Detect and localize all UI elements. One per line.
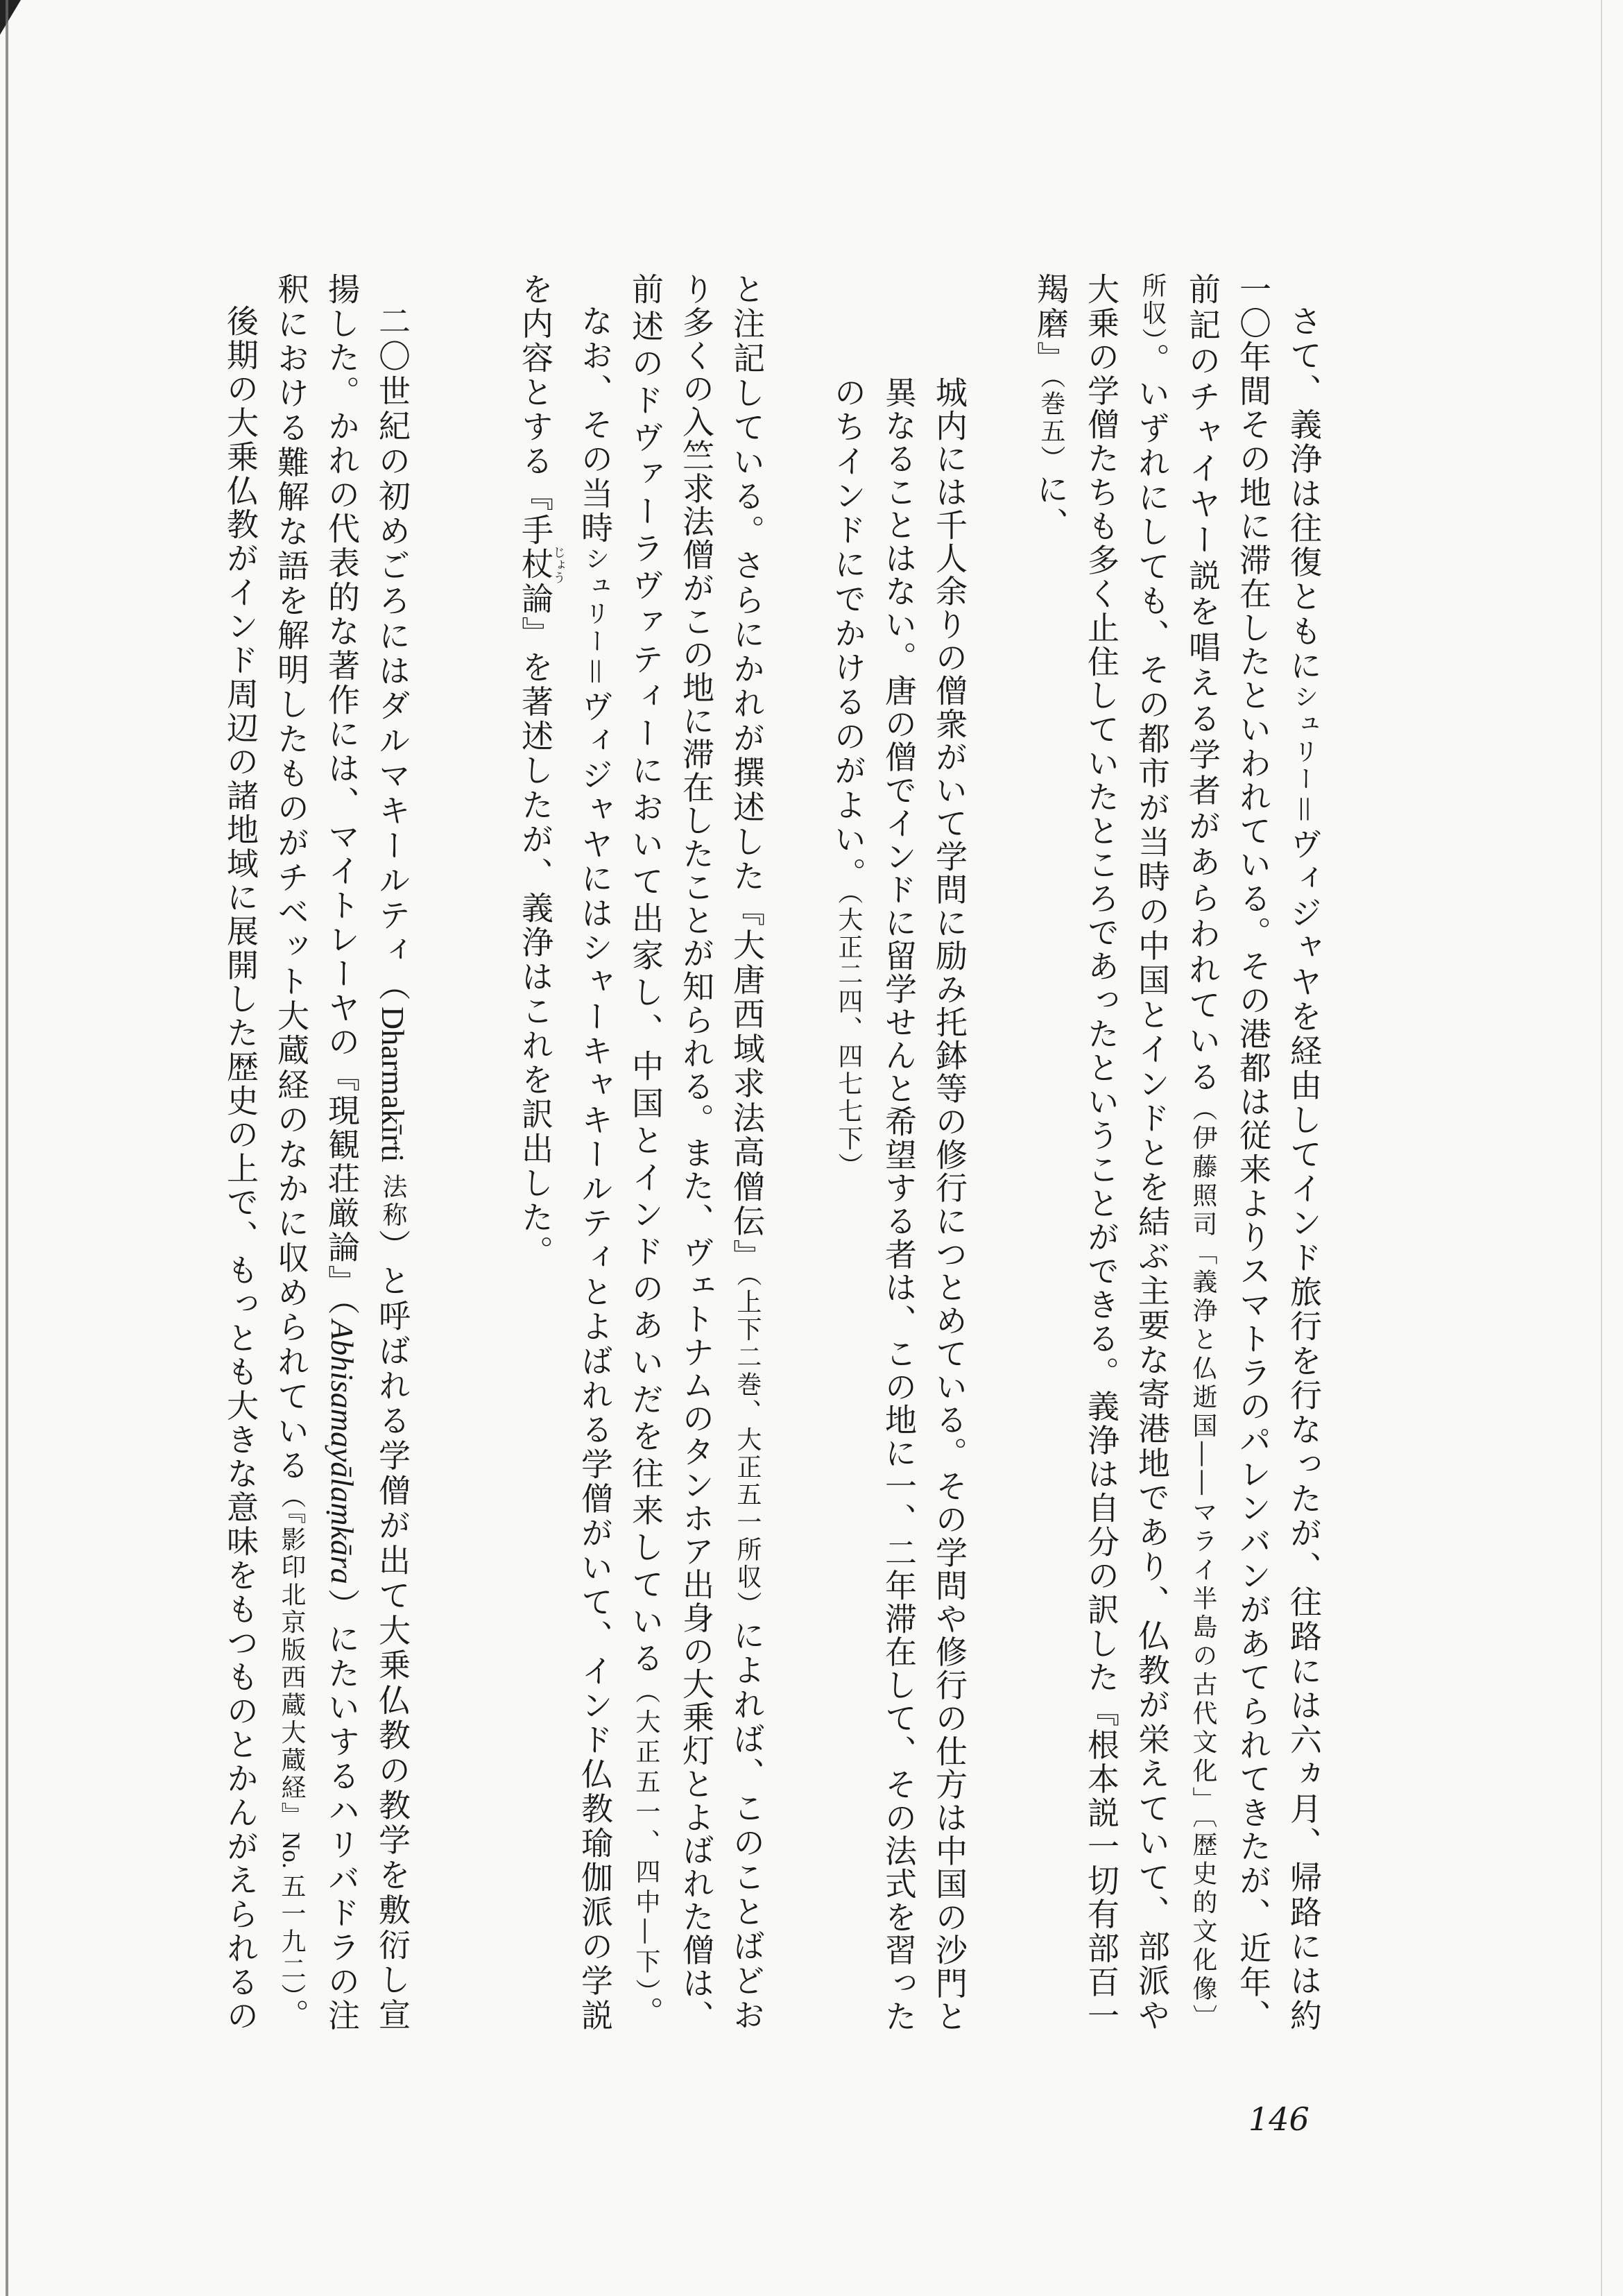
- text-run: ＝ヴィジャヤを経由してインド旅行を行なったが、往路には六ヵ月、帰路には約: [1285, 793, 1323, 2033]
- column-text: [880, 376, 918, 2033]
- text-column-2: [1233, 273, 1274, 2033]
- scan-corner-mark: [0, 0, 21, 35]
- text-run: 論』を著述したが、義浄はこれを訳出した。: [517, 581, 554, 1270]
- citation-text: （上下二巻、大正五一所収）: [733, 1274, 762, 1619]
- text-column-10: [726, 273, 768, 2033]
- text-run: 釈における難解な語を解明したものがチベット大蔵経のなかに収められている: [273, 273, 310, 1484]
- column-text: [678, 273, 715, 2033]
- quote-text-run: 城内には千人余りの僧衆がいて学問に励み托鉢等の修行につとめている。その学問や修行の仕方は中国の沙門と: [931, 376, 968, 2034]
- text-run: り多くの入竺求法僧がこの地に滞在したことが知られる。また、ヴェトナムのタンホア出身の大乗灯とよばれた僧は、: [678, 273, 715, 2033]
- citation-text: 五一九二）: [277, 1873, 306, 1999]
- text-run: によれば、このことばどお: [728, 1618, 766, 2034]
- text-column-5: [1081, 273, 1122, 2033]
- text-run: さて、義浄は往復ともに: [1285, 305, 1323, 684]
- gloss-text: 法称: [379, 1173, 407, 1230]
- column-text: [728, 273, 766, 2033]
- column-text: [1083, 273, 1120, 2033]
- binding-edge-line: [6, 0, 8, 2296]
- text-run: 二〇世紀の初めごろにはダルマキールティ（: [374, 305, 411, 1004]
- column-text: [1133, 273, 1171, 2033]
- text-run: と注記している。さらにかれが撰述した『大唐西域求法高僧伝』: [728, 273, 766, 1274]
- text-column-3: [1182, 273, 1223, 2033]
- column-text: [273, 273, 310, 2033]
- ruby-group: [517, 545, 566, 584]
- column-text: [931, 376, 968, 2033]
- text-run: に、: [1032, 472, 1070, 542]
- text-column-1: [1283, 273, 1325, 2033]
- quote-text-run: のちインドにでかけるのがよい。: [830, 376, 867, 892]
- column-text: [627, 273, 664, 2033]
- text-run: 前述のドヴァーラヴァティーにおいて出家し、中国とインドのあいだを往来している: [627, 273, 664, 1679]
- column-text: [222, 305, 259, 2033]
- ruby-annotation: じょう: [551, 545, 566, 584]
- small-katakana-run: シュリー: [1290, 683, 1319, 794]
- column-text: [1285, 305, 1323, 2033]
- text-run: 前記のチャイヤー説を唱える学者があらわれている: [1184, 273, 1221, 1096]
- text-column-18: [220, 273, 261, 2033]
- column-text: [1032, 273, 1070, 542]
- column-text: [1235, 273, 1272, 2033]
- quote-text-run: 異なることはない。唐の僧でインドに留学せんと希望する者は、この地に一、二年滞在して、その法式を習った: [880, 376, 918, 2034]
- text-column-14: [517, 273, 566, 2033]
- text-column-6: [1030, 273, 1072, 2033]
- citation-text: （大正五一、四中―下）: [632, 1679, 660, 1996]
- column-text: [323, 273, 361, 2033]
- text-run: 大乗の学僧たちも多く止住していたところであったということができる。義浄は自分の訳した『根本説一切有部百一: [1083, 273, 1120, 2033]
- text-column-15: [372, 273, 413, 2033]
- text-run: 羯磨』: [1032, 273, 1070, 376]
- citation-number-label: No.: [277, 1832, 305, 1869]
- text-run: ＝ヴィジャヤにはシャーキャキールティとよばれる学僧がいて、インド仏教瑜伽派の学説: [576, 655, 614, 2033]
- quote-column-3: [827, 376, 869, 2033]
- ruby-base: 杖: [517, 545, 554, 584]
- quote-column-2: [878, 376, 920, 2033]
- citation-text: （巻五）: [1037, 375, 1065, 473]
- column-text: [374, 305, 411, 2033]
- text-run: ）にたいするハリバドラの注: [323, 1588, 361, 2034]
- text-run: ）と呼ばれる学僧が出て大乗仏教の教学を敷衍し宣: [374, 1229, 411, 2034]
- text-column-11: [676, 273, 717, 2033]
- text-run: 一〇年間その地に滞在したといわれている。その港都は従来よりスマトラのパレンバンがあてられてきたが、近年、: [1235, 273, 1272, 2033]
- page-edge-line: [1601, 0, 1602, 2296]
- text-run: 。: [627, 1996, 664, 2033]
- text-column-16: [321, 273, 363, 2033]
- citation-text: （大正二四、四七七下）: [834, 891, 863, 1181]
- text-run: 。: [273, 1998, 310, 2034]
- small-katakana-run: シュリー: [581, 545, 610, 656]
- column-text: [830, 376, 867, 1180]
- citation-text: 所収）: [1138, 273, 1167, 343]
- text-run: 後期の大乗仏教がインド周辺の諸地域に展開した歴史の上で、もっとも大きな意味をもつものとかんがえられるの: [222, 305, 259, 2033]
- text-column-17: [270, 273, 312, 2033]
- column-text: [576, 305, 614, 2033]
- text-run: 。いずれにしても、その都市が当時の中国とインドとを結ぶ主要な寄港地であり、仏教が栄えていて、部派や: [1133, 342, 1171, 2034]
- romanized-title: Abhisamayālaṃkāra: [325, 1320, 360, 1584]
- text-column-13: [574, 273, 616, 2033]
- text-run: なお、その当時: [576, 305, 614, 546]
- column-text: [1184, 273, 1221, 2033]
- page-number: 146: [1248, 2100, 1309, 2138]
- quote-column-1: [929, 376, 970, 2033]
- citation-text: （伊藤照司「義浄と仏逝国――マライ半島の古代文化」〔歴史的文化像〕: [1189, 1095, 1217, 2034]
- romanized-term: Dharmakīrti: [375, 1006, 411, 1163]
- text-run: を内容とする『手: [517, 273, 554, 548]
- text-column-4: [1131, 273, 1173, 2033]
- text-column-12: [625, 273, 667, 2033]
- text-run: 揚した。かれの代表的な著作には、マイトレーヤの『現観荘厳論』（: [323, 273, 361, 1318]
- citation-text: （『影印北京版西蔵大蔵経』: [277, 1483, 306, 1830]
- column-text: [517, 273, 566, 1270]
